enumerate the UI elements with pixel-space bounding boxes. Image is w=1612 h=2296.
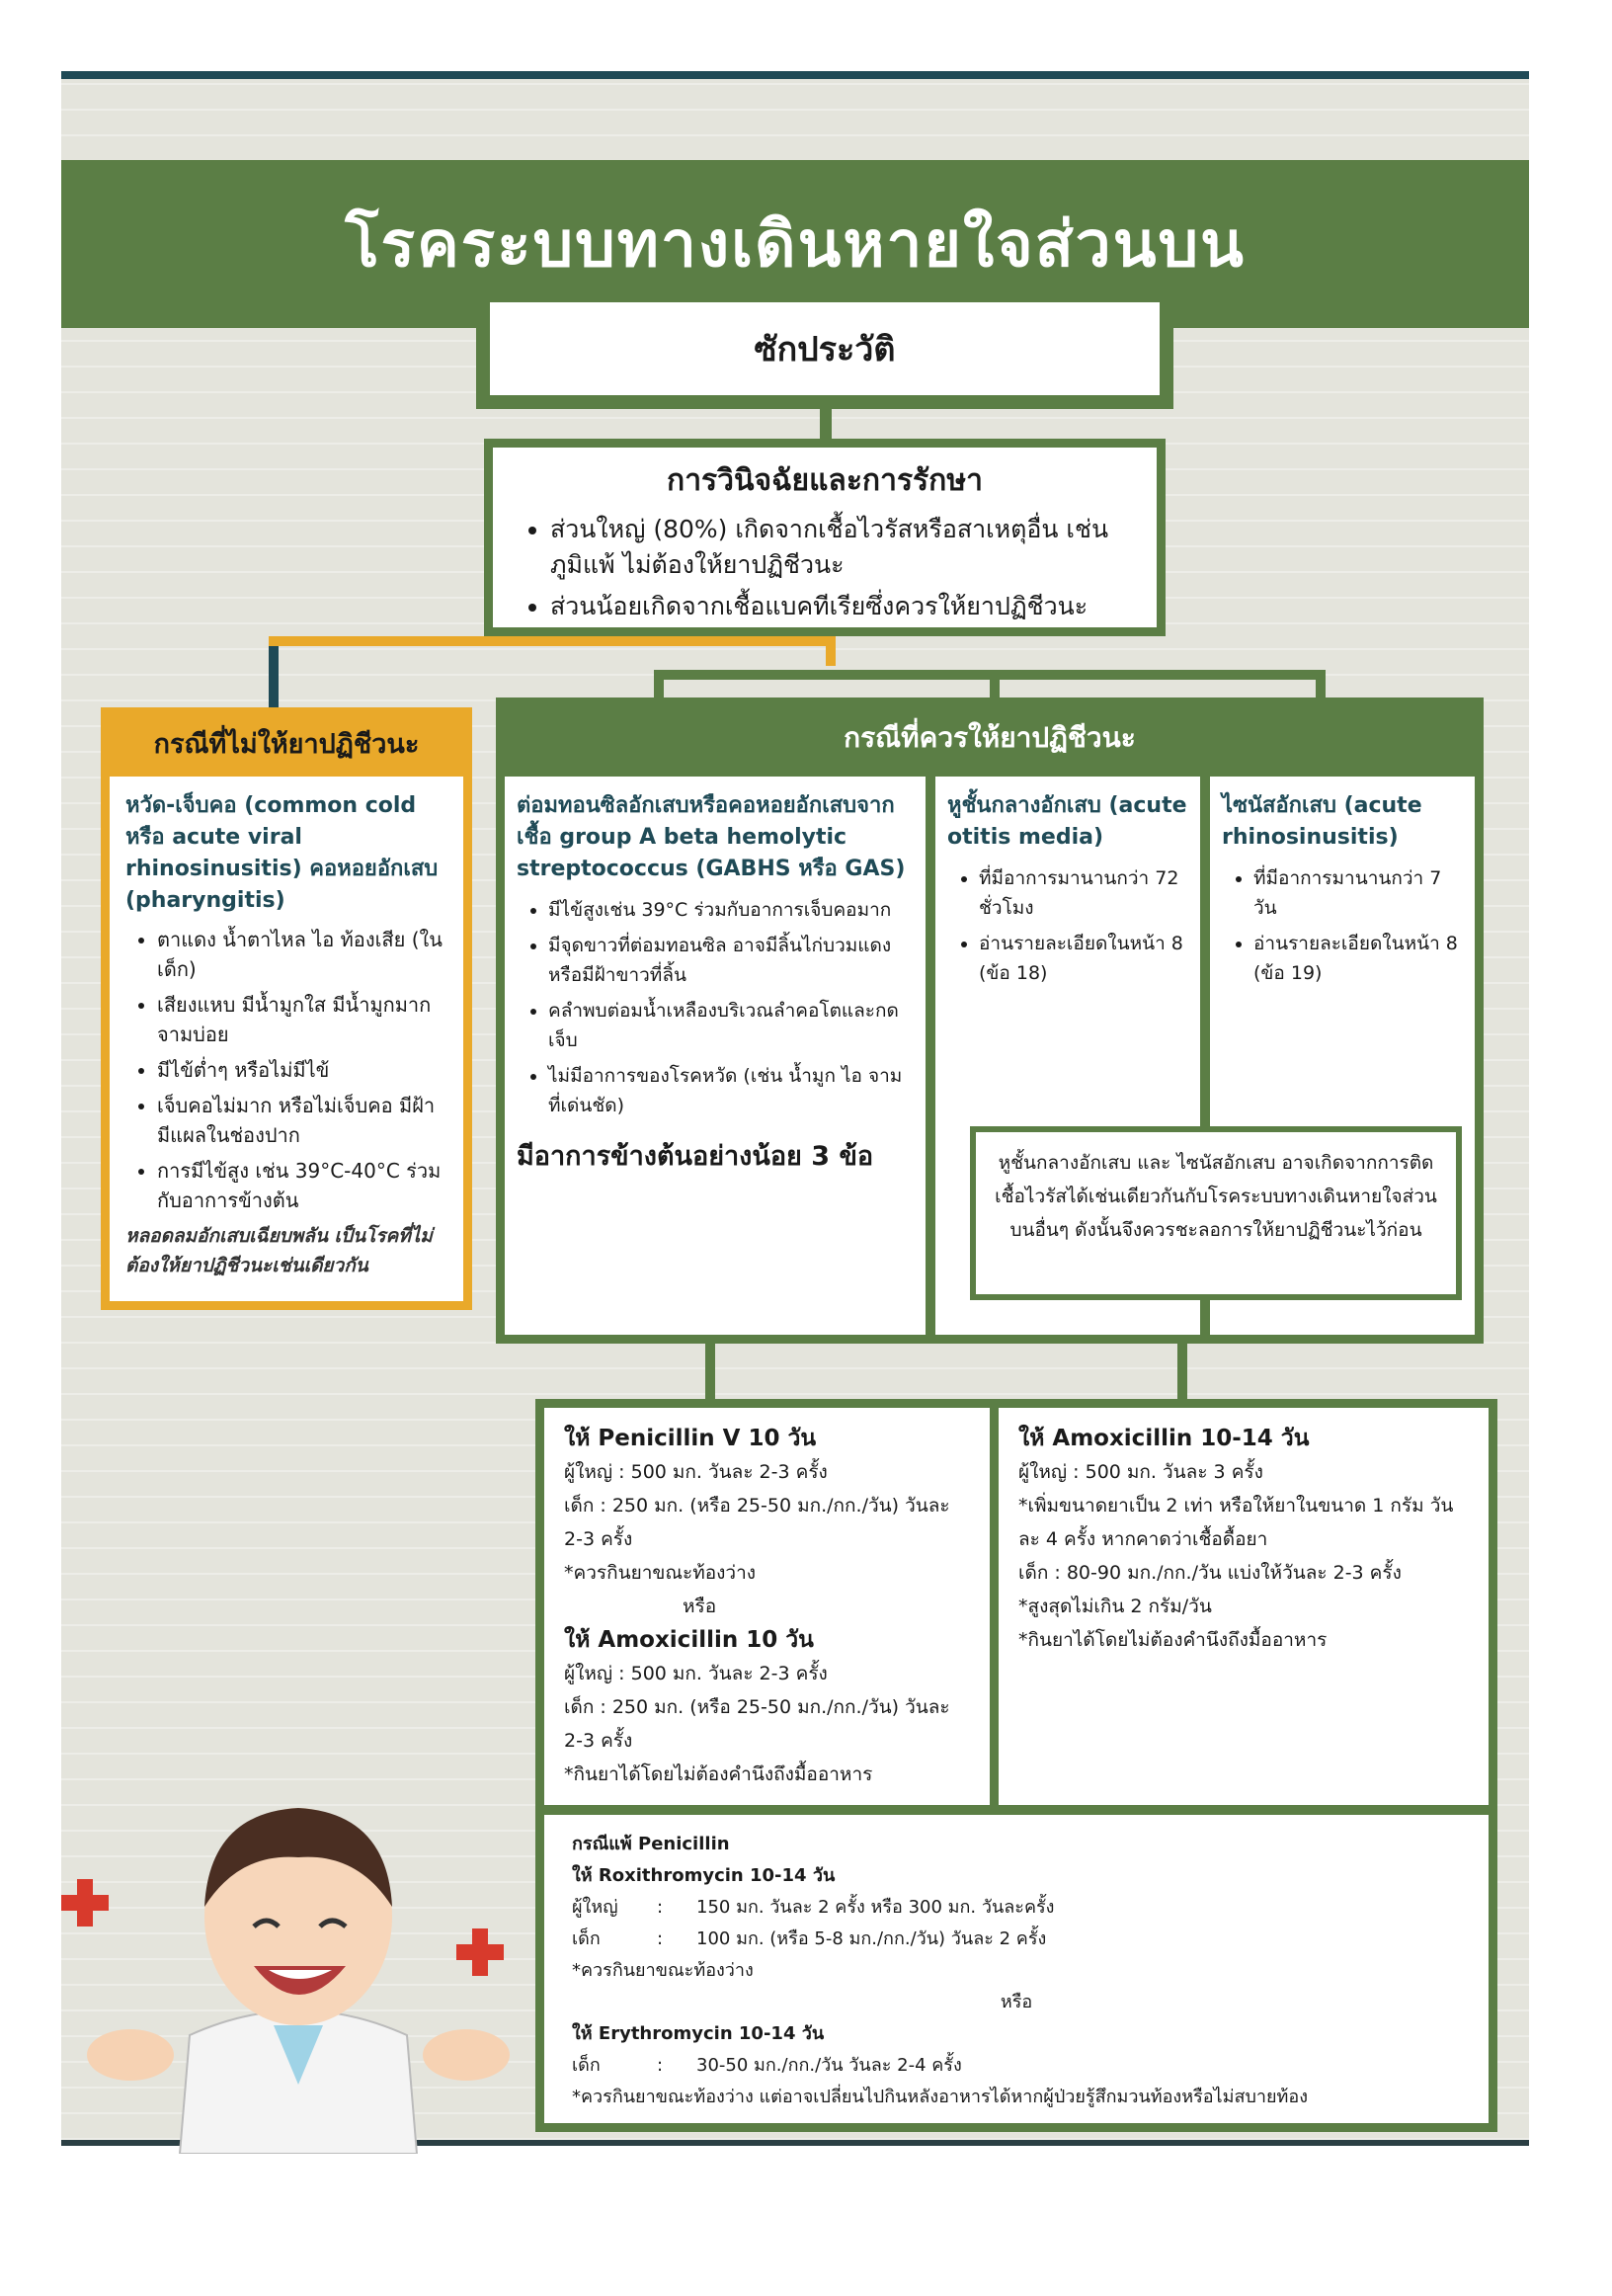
connector-green (1177, 1344, 1187, 1399)
connector-green (990, 670, 1000, 699)
symptom-item: • เจ็บคอไม่มาก หรือไม่เจ็บคอ มีฝ้า มีแผลในช่องปาก (157, 1091, 449, 1150)
sinusitis-subtitle: ไซนัสอักเสบ (acute rhinosinusitis) (1222, 793, 1422, 850)
bronchitis-note: หลอดลมอักเสบเฉียบพลัน เป็นโรคที่ไม่ต้องให้ยาปฏิชีวนะเช่นเดียวกัน (125, 1225, 433, 1276)
penicillin-allergy-box (535, 1806, 1497, 2132)
child-label: เด็ก (572, 2055, 601, 2076)
history-box: ซักประวัติ (476, 288, 1173, 409)
otitis-item: • ที่มีอาการมานานกว่า 72 ชั่วโมง (979, 863, 1188, 923)
dose-note: *ควรกินยาขณะท้องว่าง (572, 1960, 754, 1981)
criteria-item: • มีจุดขาวที่ต่อมทอนซิล อาจมีลิ้นไก่บวมแดง หรือมีฝ้าขาวที่ลิ้น (548, 931, 914, 990)
dose-text: 100 มก. (หรือ 5-8 มก./กก./วัน) วันละ 2 ครั้ง (696, 1928, 1047, 1949)
colon: : (657, 2055, 664, 2076)
or-label: หรือ (683, 1596, 717, 1617)
no-antibiotic-subtitle: หวัด-เจ็บคอ (common cold หรือ acute viral rhinosinusitis) คอหอยอักเสบ (pharyngitis) (125, 793, 439, 913)
dose-line: ผู้ใหญ่ : 500 มก. วันละ 2-3 ครั้ง (564, 1461, 828, 1483)
page-title: โรคระบบทางเดินหายใจส่วนบน (61, 160, 1529, 328)
otitis-item: • อ่านรายละเอียดในหน้า 8 (ข้อ 18) (979, 929, 1188, 988)
criteria-item: • ไม่มีอาการของโรคหวัด (เช่น น้ำมูก ไอ จาม ที่เด่นชัด) (548, 1061, 914, 1120)
connector-green (1316, 670, 1326, 699)
criteria-emphasis: มีอาการข้างต้นอย่างน้อย 3 ข้อ (517, 1141, 874, 1172)
connector-orange (269, 636, 836, 646)
symptom-item: • การมีไข้สูง เช่น 39°C-40°C ร่วมกับอาการข้างต้น (157, 1156, 449, 1215)
doctor-illustration (61, 1759, 525, 2154)
symptom-item: • ตาแดง น้ำตาไหล ไอ ท้องเสีย (ในเด็ก) (157, 925, 449, 984)
child-label: เด็ก (572, 1928, 601, 1949)
connector-orange (269, 636, 279, 707)
dose-line: เด็ก : 80-90 มก./กก./วัน แบ่งให้วันละ 2-3 ครั้ง (1018, 1562, 1402, 1584)
red-cross-icon (61, 1879, 109, 1927)
drug-name: ให้ Roxithromycin 10-14 วัน (572, 1865, 836, 1886)
amoxicillin-rx-box (990, 1399, 1497, 1814)
colon: : (657, 1928, 664, 1949)
criteria-item: • คลำพบต่อมน้ำเหลืองบริเวณลำคอโตและกดเจ็บ (548, 996, 914, 1055)
connector (820, 409, 832, 439)
dose-line: เด็ก : 250 มก. (หรือ 25-50 มก./กก./วัน) วันละ 2-3 ครั้ง (564, 1696, 950, 1752)
dose-line: *เพิ่มขนาดยาเป็น 2 เท่า หรือให้ยาในขนาด 1 กรัม วันละ 4 ครั้ง หากคาดว่าเชื้อดื้อยา (1018, 1495, 1454, 1550)
dose-note: *ควรกินยาขณะท้องว่าง แต่อาจเปลี่ยนไปกินหลังอาหารได้หากผู้ป่วยรู้สึกมวนท้องหรือไม่สบายท้อง (572, 2087, 1309, 2107)
dose-line: ผู้ใหญ่ : 500 มก. วันละ 2-3 ครั้ง (564, 1663, 828, 1684)
drug-name: ให้ Penicillin V 10 วัน (564, 1426, 817, 1451)
adult-label: ผู้ใหญ่ (572, 1897, 618, 1918)
symptom-item: • มีไข้ต่ำๆ หรือไม่มีไข้ (157, 1055, 449, 1085)
no-antibiotic-header: กรณีที่ไม่ให้ยาปฏิชีวนะ (101, 707, 472, 779)
pharyngitis-box (496, 777, 934, 1344)
diagnosis-title: การวินิจฉัยและการรักษา (667, 463, 983, 498)
antibiotic-header: กรณีที่ควรให้ยาปฏิชีวนะ (496, 697, 1484, 779)
penicillin-rx-box (535, 1399, 1002, 1814)
or-label: หรือ (1000, 1992, 1033, 2012)
drug-name: ให้ Amoxicillin 10-14 วัน (1018, 1426, 1310, 1451)
diagnosis-item: • ส่วนน้อยเกิดจากเชื้อแบคทีเรียซึ่งควรให้ยาปฏิชีวนะ (550, 589, 1131, 624)
dose-text: 150 มก. วันละ 2 ครั้ง หรือ 300 มก. วันละครั้ง (696, 1897, 1055, 1918)
colon: : (657, 1897, 664, 1918)
pharyngitis-subtitle: ต่อมทอนซิลอักเสบหรือคอหอยอักเสบจากเชื้อ group A beta hemolytic streptococcus (GABHS หรือ GAS) (517, 793, 906, 881)
otitis-subtitle: หูชั้นกลางอักเสบ (acute otitis media) (947, 793, 1187, 850)
dose-line: *กินยาได้โดยไม่ต้องคำนึงถึงมื้ออาหาร (1018, 1629, 1328, 1651)
dose-text: 30-50 มก./กก./วัน วันละ 2-4 ครั้ง (696, 2055, 962, 2076)
dose-line: ผู้ใหญ่ : 500 มก. วันละ 3 ครั้ง (1018, 1461, 1263, 1483)
sinusitis-item: • ที่มีอาการมานานกว่า 7 วัน (1253, 863, 1463, 923)
connector-orange (826, 636, 836, 666)
delay-antibiotic-note: หูชั้นกลางอักเสบ และ ไซนัสอักเสบ อาจเกิดจากการติดเชื้อไวรัสได้เช่นเดียวกันกับโรคระบบทางเดินหายใจส่วนบนอื่นๆ ดังนั้นจึงควรชะลอการให้ยาปฏิชีวนะไว้ก่อน (970, 1126, 1462, 1300)
allergy-case: กรณีแพ้ Penicillin (572, 1834, 730, 1854)
dose-line: เด็ก : 250 มก. (หรือ 25-50 มก./กก./วัน) วันละ 2-3 ครั้ง (564, 1495, 950, 1550)
poster (61, 71, 1529, 2146)
red-cross-icon (456, 1928, 504, 1976)
no-antibiotic-box (101, 777, 472, 1310)
dose-row (572, 1892, 1461, 1924)
sinusitis-item: • อ่านรายละเอียดในหน้า 8 (ข้อ 19) (1253, 929, 1463, 988)
dose-line: *กินยาได้โดยไม่ต้องคำนึงถึงมื้ออาหาร (564, 1763, 873, 1785)
symptom-item: • เสียงแหบ มีน้ำมูกใส มีน้ำมูกมาก จามบ่อย (157, 990, 449, 1049)
dose-line: *ควรกินยาขณะท้องว่าง (564, 1562, 757, 1584)
dose-line: *สูงสุดไม่เกิน 2 กรัม/วัน (1018, 1596, 1212, 1617)
dose-row (572, 1924, 1461, 1955)
diagnosis-box (484, 439, 1166, 636)
connector-green (654, 670, 664, 699)
connector-green (705, 1344, 715, 1399)
drug-name: ให้ Amoxicillin 10 วัน (564, 1627, 814, 1653)
dose-row (572, 2050, 1461, 2082)
diagnosis-item: • ส่วนใหญ่ (80%) เกิดจากเชื้อไวรัสหรือสาเหตุอื่น เช่น ภูมิแพ้ ไม่ต้องให้ยาปฏิชีวนะ (550, 512, 1131, 583)
drug-name: ให้ Erythromycin 10-14 วัน (572, 2023, 825, 2044)
criteria-item: • มีไข้สูงเช่น 39°C ร่วมกับอาการเจ็บคอมาก (548, 895, 914, 925)
